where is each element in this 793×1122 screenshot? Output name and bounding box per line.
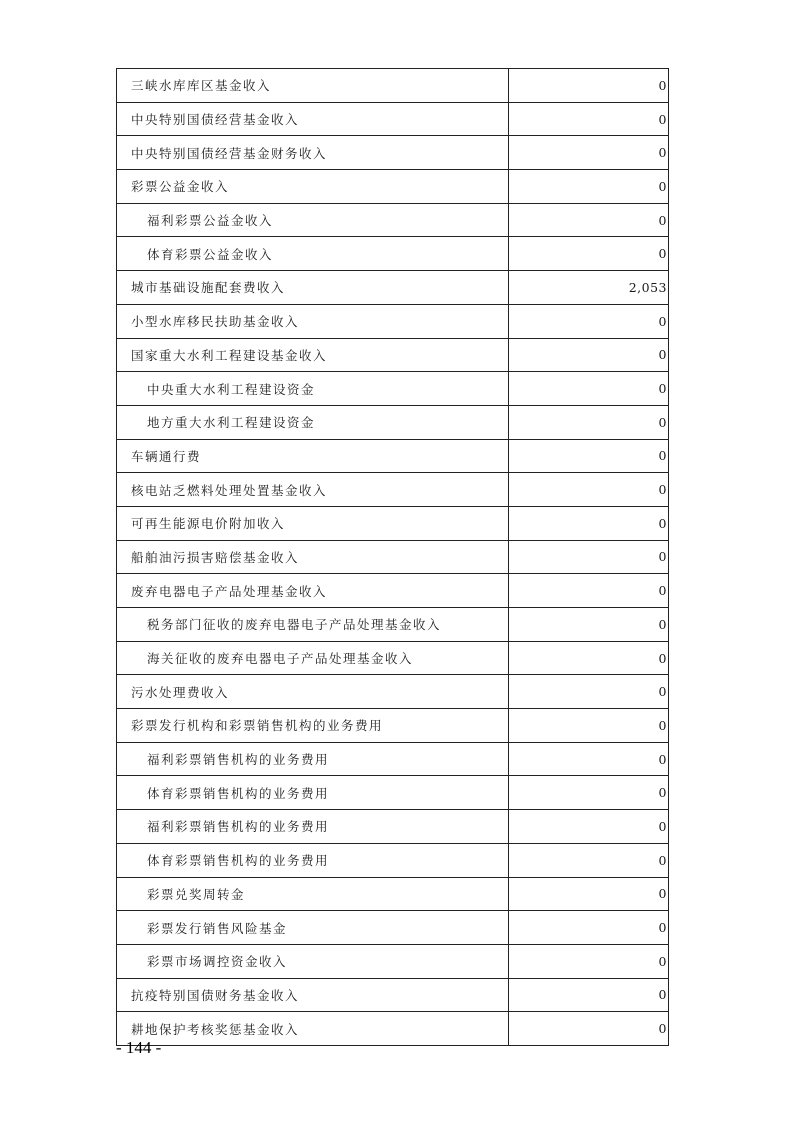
row-amount: 0 bbox=[509, 944, 669, 978]
table-row bbox=[117, 338, 669, 372]
table-row bbox=[117, 877, 669, 911]
table-row bbox=[117, 439, 669, 473]
row-label: 福利彩票公益金收入 bbox=[117, 203, 509, 237]
table-row bbox=[117, 709, 669, 743]
row-label: 车辆通行费 bbox=[117, 439, 509, 473]
row-amount: 0 bbox=[509, 877, 669, 911]
row-amount: 0 bbox=[509, 506, 669, 540]
table-row bbox=[117, 742, 669, 776]
row-amount: 0 bbox=[509, 709, 669, 743]
row-label: 彩票公益金收入 bbox=[117, 170, 509, 204]
table-row bbox=[117, 641, 669, 675]
row-label: 三峡水库库区基金收入 bbox=[117, 69, 509, 103]
row-label: 体育彩票公益金收入 bbox=[117, 237, 509, 271]
row-amount: 0 bbox=[509, 675, 669, 709]
row-amount: 0 bbox=[509, 742, 669, 776]
row-amount: 0 bbox=[509, 237, 669, 271]
row-label: 小型水库移民扶助基金收入 bbox=[117, 304, 509, 338]
table-row bbox=[117, 170, 669, 204]
row-amount: 0 bbox=[509, 1012, 669, 1046]
table-row bbox=[117, 608, 669, 642]
row-amount: 0 bbox=[509, 69, 669, 103]
table-row bbox=[117, 1012, 669, 1046]
row-label: 彩票市场调控资金收入 bbox=[117, 944, 509, 978]
row-label: 废弃电器电子产品处理基金收入 bbox=[117, 574, 509, 608]
row-amount: 0 bbox=[509, 102, 669, 136]
row-label: 中央特别国债经营基金财务收入 bbox=[117, 136, 509, 170]
row-amount: 0 bbox=[509, 372, 669, 406]
row-label: 福利彩票销售机构的业务费用 bbox=[117, 810, 509, 844]
row-amount: 0 bbox=[509, 203, 669, 237]
row-label: 福利彩票销售机构的业务费用 bbox=[117, 742, 509, 776]
row-label: 彩票发行机构和彩票销售机构的业务费用 bbox=[117, 709, 509, 743]
row-label: 耕地保护考核奖惩基金收入 bbox=[117, 1012, 509, 1046]
table-row bbox=[117, 203, 669, 237]
row-amount: 0 bbox=[509, 608, 669, 642]
row-amount: 0 bbox=[509, 911, 669, 945]
row-label: 中央重大水利工程建设资金 bbox=[117, 372, 509, 406]
table-row bbox=[117, 405, 669, 439]
row-label: 体育彩票销售机构的业务费用 bbox=[117, 776, 509, 810]
row-amount: 0 bbox=[509, 136, 669, 170]
row-amount: 0 bbox=[509, 810, 669, 844]
table-row bbox=[117, 944, 669, 978]
row-label: 税务部门征收的废弃电器电子产品处理基金收入 bbox=[117, 608, 509, 642]
row-amount: 0 bbox=[509, 776, 669, 810]
table-row bbox=[117, 776, 669, 810]
row-label: 抗疫特别国债财务基金收入 bbox=[117, 978, 509, 1012]
row-label: 彩票兑奖周转金 bbox=[117, 877, 509, 911]
row-label: 核电站乏燃料处理处置基金收入 bbox=[117, 473, 509, 507]
revenue-table bbox=[116, 68, 669, 1046]
table-row bbox=[117, 978, 669, 1012]
row-label: 城市基础设施配套费收入 bbox=[117, 271, 509, 305]
row-amount: 0 bbox=[509, 338, 669, 372]
table-row bbox=[117, 843, 669, 877]
row-amount: 2,053 bbox=[509, 271, 669, 305]
page-number: - 144 - bbox=[116, 1038, 162, 1057]
row-amount: 0 bbox=[509, 473, 669, 507]
table-row bbox=[117, 810, 669, 844]
table-row bbox=[117, 136, 669, 170]
revenue-table-body bbox=[117, 69, 669, 1046]
row-amount: 0 bbox=[509, 978, 669, 1012]
table-row bbox=[117, 304, 669, 338]
row-amount: 0 bbox=[509, 540, 669, 574]
row-amount: 0 bbox=[509, 170, 669, 204]
table-row bbox=[117, 473, 669, 507]
table-row bbox=[117, 271, 669, 305]
row-label: 可再生能源电价附加收入 bbox=[117, 506, 509, 540]
row-label: 彩票发行销售风险基金 bbox=[117, 911, 509, 945]
row-label: 污水处理费收入 bbox=[117, 675, 509, 709]
row-amount: 0 bbox=[509, 843, 669, 877]
table-row bbox=[117, 506, 669, 540]
row-label: 船舶油污损害赔偿基金收入 bbox=[117, 540, 509, 574]
row-amount: 0 bbox=[509, 439, 669, 473]
table-row bbox=[117, 372, 669, 406]
table-row bbox=[117, 675, 669, 709]
table-row bbox=[117, 540, 669, 574]
table-row bbox=[117, 237, 669, 271]
row-label: 体育彩票销售机构的业务费用 bbox=[117, 843, 509, 877]
row-amount: 0 bbox=[509, 405, 669, 439]
row-label: 中央特别国债经营基金收入 bbox=[117, 102, 509, 136]
table-row bbox=[117, 69, 669, 103]
row-amount: 0 bbox=[509, 574, 669, 608]
row-amount: 0 bbox=[509, 641, 669, 675]
table-row bbox=[117, 102, 669, 136]
row-label: 海关征收的废弃电器电子产品处理基金收入 bbox=[117, 641, 509, 675]
table-row bbox=[117, 911, 669, 945]
row-label: 地方重大水利工程建设资金 bbox=[117, 405, 509, 439]
row-label: 国家重大水利工程建设基金收入 bbox=[117, 338, 509, 372]
row-amount: 0 bbox=[509, 304, 669, 338]
table-row bbox=[117, 574, 669, 608]
